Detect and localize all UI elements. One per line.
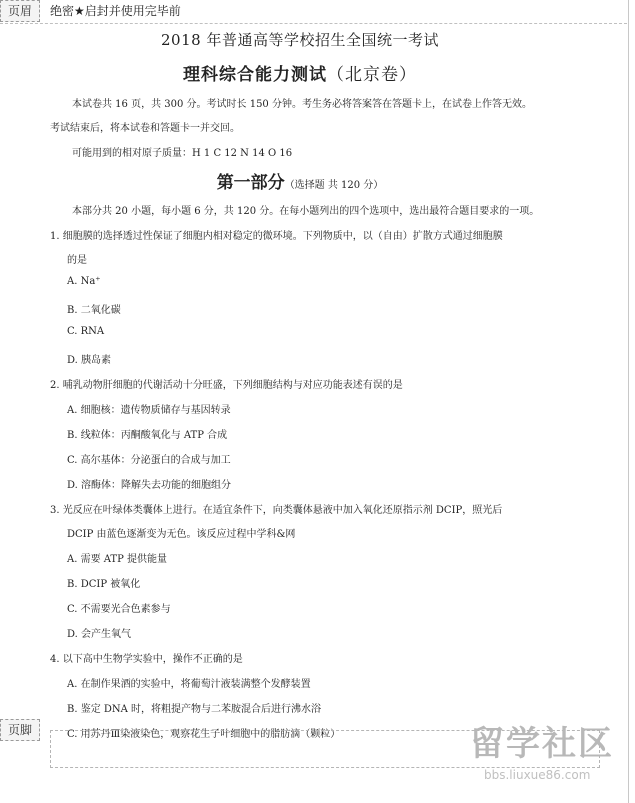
exam-title: 2018 年普通高等学校招生全国统一考试 bbox=[161, 31, 439, 49]
watermark-url: bbs.liuxue86.com bbox=[484, 768, 591, 782]
page-edge bbox=[628, 0, 629, 803]
question-4-option-b: B. 鉴定 DNA 时，将粗提产物与二苯胺混合后进行沸水浴 bbox=[67, 704, 322, 715]
question-3-option-b: B. DCIP 被氧化 bbox=[67, 579, 141, 590]
question-1-stem: 1. 细胞膜的选择透过性保证了细胞内相对稳定的微环境。下列物质中，以（自由）扩散方式通过细胞膜 bbox=[50, 231, 503, 242]
question-1-option-c: C. RNA bbox=[67, 326, 105, 337]
intro-line-1: 本试卷共 16 页，共 300 分。考试时长 150 分钟。考生务必将答案答在答题卡上，在试卷上作答无效。 bbox=[72, 99, 532, 110]
question-3-option-a: A. 需要 ATP 提供能量 bbox=[67, 554, 168, 565]
watermark-brand: 留学社区 bbox=[470, 724, 614, 764]
question-3-stem: 3. 光反应在叶绿体类囊体上进行。在适宜条件下，向类囊体悬液中加入氧化还原指示剂 DCIP，照光后 bbox=[50, 505, 503, 516]
question-2-option-d: D. 溶酶体：降解失去功能的细胞组分 bbox=[67, 480, 232, 491]
question-4-option-c: C. 用苏丹Ⅲ染液染色，观察花生子叶细胞中的脂肪滴（颗粒） bbox=[67, 729, 341, 740]
question-3-option-d: D. 会产生氧气 bbox=[67, 629, 132, 640]
question-2-option-b: B. 线粒体：丙酮酸氧化与 ATP 合成 bbox=[67, 430, 228, 441]
subject-title bbox=[0, 60, 600, 85]
question-3-option-c: C. 不需要光合色素参与 bbox=[67, 604, 171, 615]
question-4-option-a: A. 在制作果酒的实验中，将葡萄汁液装满整个发酵装置 bbox=[67, 679, 311, 690]
header-divider bbox=[0, 23, 627, 24]
question-2-option-a: A. 细胞核：遗传物质储存与基因转录 bbox=[67, 405, 231, 416]
intro-line-2: 考试结束后，将本试卷和答题卡一并交回。 bbox=[50, 123, 240, 134]
part-title bbox=[0, 168, 600, 193]
question-1-option-b: B. 二氧化碳 bbox=[67, 305, 121, 316]
footer-tag[interactable]: 页脚 bbox=[0, 719, 40, 741]
header-text: 绝密★启封并使用完毕前 bbox=[50, 4, 181, 18]
question-1-option-d: D. 胰岛素 bbox=[67, 355, 112, 366]
question-2-stem: 2. 哺乳动物肝细胞的代谢活动十分旺盛，下列细胞结构与对应功能表述有误的是 bbox=[50, 380, 403, 391]
question-3-stem-cont: DCIP 由蓝色逐渐变为无色。该反应过程中学科&网 bbox=[67, 529, 296, 540]
subject-region: （北京卷） bbox=[327, 65, 417, 85]
part-instructions: 本部分共 20 小题，每小题 6 分，共 120 分。在每小题列出的四个选项中，选出最符合题目要求的一项。 bbox=[72, 206, 540, 217]
part-note: （选择题 共 120 分） bbox=[284, 180, 384, 191]
header-tag[interactable]: 页眉 bbox=[0, 0, 40, 22]
question-1-option-a: A. Na⁺ bbox=[67, 276, 101, 287]
part-name: 第一部分 bbox=[216, 173, 285, 193]
atomic-masses: 可能用到的相对原子质量：H 1 C 12 N 14 O 16 bbox=[72, 148, 293, 159]
question-1-stem-cont: 的是 bbox=[67, 255, 87, 266]
watermark-logo bbox=[464, 716, 624, 796]
subject-name: 理科综合能力测试 bbox=[183, 65, 327, 85]
question-4-stem: 4. 以下高中生物学实验中，操作不正确的是 bbox=[50, 654, 243, 665]
question-2-option-c: C. 高尔基体：分泌蛋白的合成与加工 bbox=[67, 455, 231, 466]
